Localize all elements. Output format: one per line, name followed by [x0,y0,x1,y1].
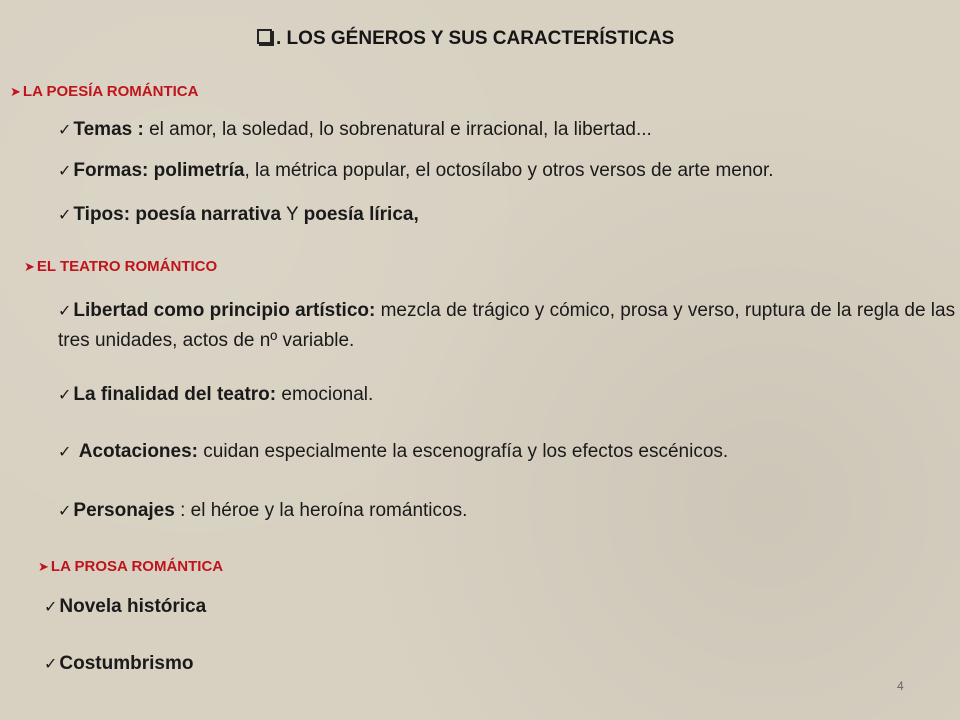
check-icon: ✓ [58,503,72,520]
check-icon: ✓ [44,656,58,673]
check-icon: ✓ [58,163,72,180]
list-item: ✓ Acotaciones: cuidan especialmente la escenografía y los efectos escénicos. [58,441,729,462]
check-icon: ✓ [58,444,72,461]
list-item: ✓ Personajes : el héroe y la heroína románticos. [58,500,468,521]
arrow-bullet-icon: ➤ [38,559,49,574]
section-heading-teatro: ➤ EL TEATRO ROMÁNTICO [24,258,218,275]
list-item: ✓ Novela histórica [44,596,207,617]
arrow-bullet-icon: ➤ [24,259,35,274]
check-icon: ✓ [44,599,58,616]
page-title: . LOS GÉNEROS Y SUS CARACTERÍSTICAS [257,28,674,50]
list-item: ✓ Libertad como principio artístico: mezcla de trágico y cómico, prosa y verso, ruptura de la regla de las tres unidades, actos de nº variable. [58,300,956,351]
list-item: ✓ Tipos: poesía narrativa Y poesía lírica, [58,204,419,225]
page-number: 4 [897,679,904,693]
check-icon: ✓ [58,303,72,320]
list-item: ✓ Temas : el amor, la soledad, lo sobrenatural e irracional, la libertad... [58,119,652,140]
list-item: ✓ Formas: polimetría, la métrica popular, el octosílabo y otros versos de arte menor. [58,160,774,181]
section-heading-poesia: ➤ LA POESÍA ROMÁNTICA [10,83,199,100]
check-icon: ✓ [58,122,72,139]
check-icon: ✓ [58,207,72,224]
arrow-bullet-icon: ➤ [10,84,21,99]
check-icon: ✓ [58,387,72,404]
section-heading-prosa: ➤ LA PROSA ROMÁNTICA [38,558,224,575]
checkbox-bullet-icon [257,29,272,44]
list-item: ✓ Costumbrismo [44,653,194,674]
list-item: ✓ La finalidad del teatro: emocional. [58,384,374,405]
